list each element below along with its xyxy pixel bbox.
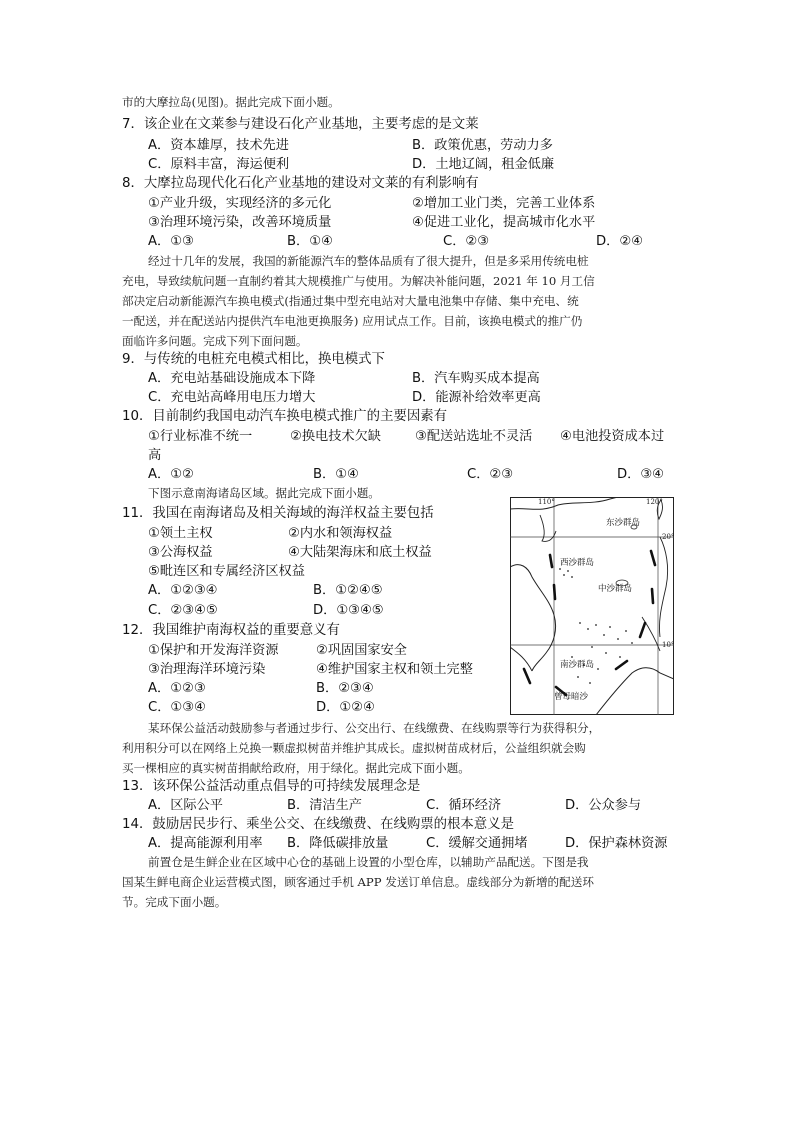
q8-statement-1: ①产业升级，实现经济的多元化 — [148, 196, 332, 211]
q8-option-a: A．①③ — [148, 234, 194, 249]
q10-stem: 10．目前制约我国电动汽车换电模式推广的主要因素有 — [122, 409, 448, 424]
q8-option-d: D．②④ — [596, 234, 643, 249]
q10-option-c: C．②③ — [467, 467, 514, 482]
q11-statement-4: ④大陆架海床和底土权益 — [288, 545, 432, 560]
passage4-line: 买一棵相应的真实树苗捐献给政府，用于绿化。据此完成下面小题。 — [122, 761, 470, 775]
q7-option-c: C．原料丰富，海运便利 — [148, 157, 290, 172]
q12-option-a: A．①②③ — [148, 681, 206, 696]
south-china-sea-map — [510, 497, 674, 715]
q10-statement-4-cont: 高 — [148, 448, 162, 463]
passage2-line: 面临许多问题。完成下列下面问题。 — [122, 334, 308, 348]
q11-stem: 11．我国在南海诸岛及相关海域的海洋权益主要包括 — [122, 506, 434, 521]
q12-statement-2: ②巩固国家安全 — [316, 643, 407, 658]
q14-option-d: D．保护森林资源 — [565, 836, 668, 851]
passage4-line: 某环保公益活动鼓励参与者通过步行、公交出行、在线缴费、在线购票等行为获得积分， — [148, 721, 601, 735]
q11-option-c: C．②③④⑤ — [148, 603, 218, 618]
q8-statement-3: ③治理环境污染，改善环境质量 — [148, 215, 332, 230]
q8-option-b: B．①④ — [287, 234, 333, 249]
passage-tail: 市的大摩拉岛(见图)。据此完成下面小题。 — [122, 95, 340, 109]
q9-stem: 9．与传统的电桩充电模式相比，换电模式下 — [122, 352, 385, 367]
q11-option-d: D．①③④⑤ — [313, 603, 384, 618]
q11-statement-5: ⑤毗连区和专属经济区权益 — [148, 564, 305, 579]
lat-label-20: 20° — [662, 533, 674, 541]
q10-option-a: A．①② — [148, 467, 194, 482]
q7-stem: 7．该企业在文莱参与建设石化产业基地，主要考虑的是文莱 — [122, 117, 479, 132]
q8-statement-2: ②增加工业门类，完善工业体系 — [412, 196, 596, 211]
q8-option-c: C．②③ — [443, 234, 490, 249]
q8-stem: 8．大摩拉岛现代化石化产业基地的建设对文莱的有利影响有 — [122, 176, 479, 191]
passage2-line: 部决定启动新能源汽车换电模式(指通过集中型充电站对大量电池集中存储、集中充电、统 — [122, 294, 579, 308]
q12-option-c: C．①③④ — [148, 700, 206, 715]
q10-statement-2: ②换电技术欠缺 — [290, 429, 381, 444]
q13-option-d: D．公众参与 — [565, 798, 642, 813]
xisha-label: 西沙群岛 — [560, 558, 595, 568]
q10-statement-1: ①行业标准不统一 — [148, 429, 253, 444]
zhongsha-label: 中沙群岛 — [598, 584, 633, 594]
q7-option-a: A．资本雄厚，技术先进 — [148, 138, 289, 153]
passage2-line: 经过十几年的发展，我国的新能源汽车的整体品质有了很大提升，但是多采用传统电桩 — [148, 254, 589, 268]
q11-option-a: A．①②③④ — [148, 583, 218, 598]
q9-option-b: B．汽车购买成本提高 — [412, 371, 540, 386]
zengmu-label: 曾母暗沙 — [554, 692, 589, 702]
q12-statement-1: ①保护和开发海洋资源 — [148, 643, 279, 658]
q12-statement-4: ④维护国家主权和领土完整 — [316, 662, 473, 677]
passage5-line: 国某生鲜电商企业运营模式图，顾客通过手机 APP 发送订单信息。虚线部分为新增的配送环 — [122, 875, 594, 889]
q11-statement-2: ②内水和领海权益 — [288, 526, 393, 541]
dongsha-label: 东沙群岛 — [606, 518, 641, 528]
q7-option-d: D．土地辽阔，租金低廉 — [412, 157, 555, 172]
q9-option-a: A．充电站基础设施成本下降 — [148, 371, 316, 386]
passage5-line: 节。完成下面小题。 — [122, 895, 227, 909]
passage4-line: 利用积分可以在网络上兑换一颗虚拟树苗并维护其成长。虚拟树苗成材后，公益组织就会购 — [122, 741, 586, 755]
passage5-line: 前置仓是生鲜企业在区域中心仓的基础上设置的小型仓库，以辅助产品配送。下图是我 — [148, 855, 589, 869]
q10-option-d: D．③④ — [617, 467, 664, 482]
q13-option-b: B．清洁生产 — [287, 798, 362, 813]
q14-option-a: A．提高能源利用率 — [148, 836, 263, 851]
q10-option-b: B．①④ — [313, 467, 359, 482]
q12-option-b: B．②③④ — [316, 681, 374, 696]
q13-stem: 13．该环保公益活动重点倡导的可持续发展理念是 — [122, 779, 421, 794]
q9-option-d: D．能源补给效率更高 — [412, 390, 541, 405]
passage3-line: 下图示意南海诸岛区域。据此完成下面小题。 — [148, 486, 380, 500]
passage2-line: 充电，导致续航问题一直制约着其大规模推广与使用。为解决补能问题，2021 年 10 月工信 — [122, 274, 595, 288]
q11-option-b: B．①②④⑤ — [313, 583, 383, 598]
q13-option-a: A．区际公平 — [148, 798, 223, 813]
passage2-line: 一配送，并在配送站内提供汽车电池更换服务) 应用试点工作。目前，该换电模式的推广仍 — [122, 314, 583, 328]
q14-option-c: C．缓解交通拥堵 — [426, 836, 528, 851]
q12-option-d: D．①②④ — [316, 700, 375, 715]
q12-statement-3: ③治理海洋环境污染 — [148, 662, 266, 677]
lon-label-120: 120° — [646, 498, 663, 506]
q11-statement-1: ①领土主权 — [148, 526, 213, 541]
q7-option-b: B．政策优惠，劳动力多 — [412, 138, 553, 153]
nansha-label: 南沙群岛 — [560, 660, 595, 670]
q11-statement-3: ③公海权益 — [148, 545, 213, 560]
q14-stem: 14．鼓励居民步行、乘坐公交、在线缴费、在线购票的根本意义是 — [122, 817, 514, 832]
q9-option-c: C．充电站高峰用电压力增大 — [148, 390, 316, 405]
lat-label-10: 10° — [662, 641, 674, 649]
q14-option-b: B．降低碳排放量 — [287, 836, 389, 851]
q8-statement-4: ④促进工业化，提高城市化水平 — [412, 215, 596, 230]
lon-label-110: 110° — [538, 498, 555, 506]
q12-stem: 12．我国维护南海权益的重要意义有 — [122, 623, 340, 638]
q13-option-c: C．循环经济 — [426, 798, 502, 813]
q10-statement-4: ④电池投资成本过 — [560, 429, 665, 444]
q10-statement-3: ③配送站选址不灵活 — [415, 429, 533, 444]
